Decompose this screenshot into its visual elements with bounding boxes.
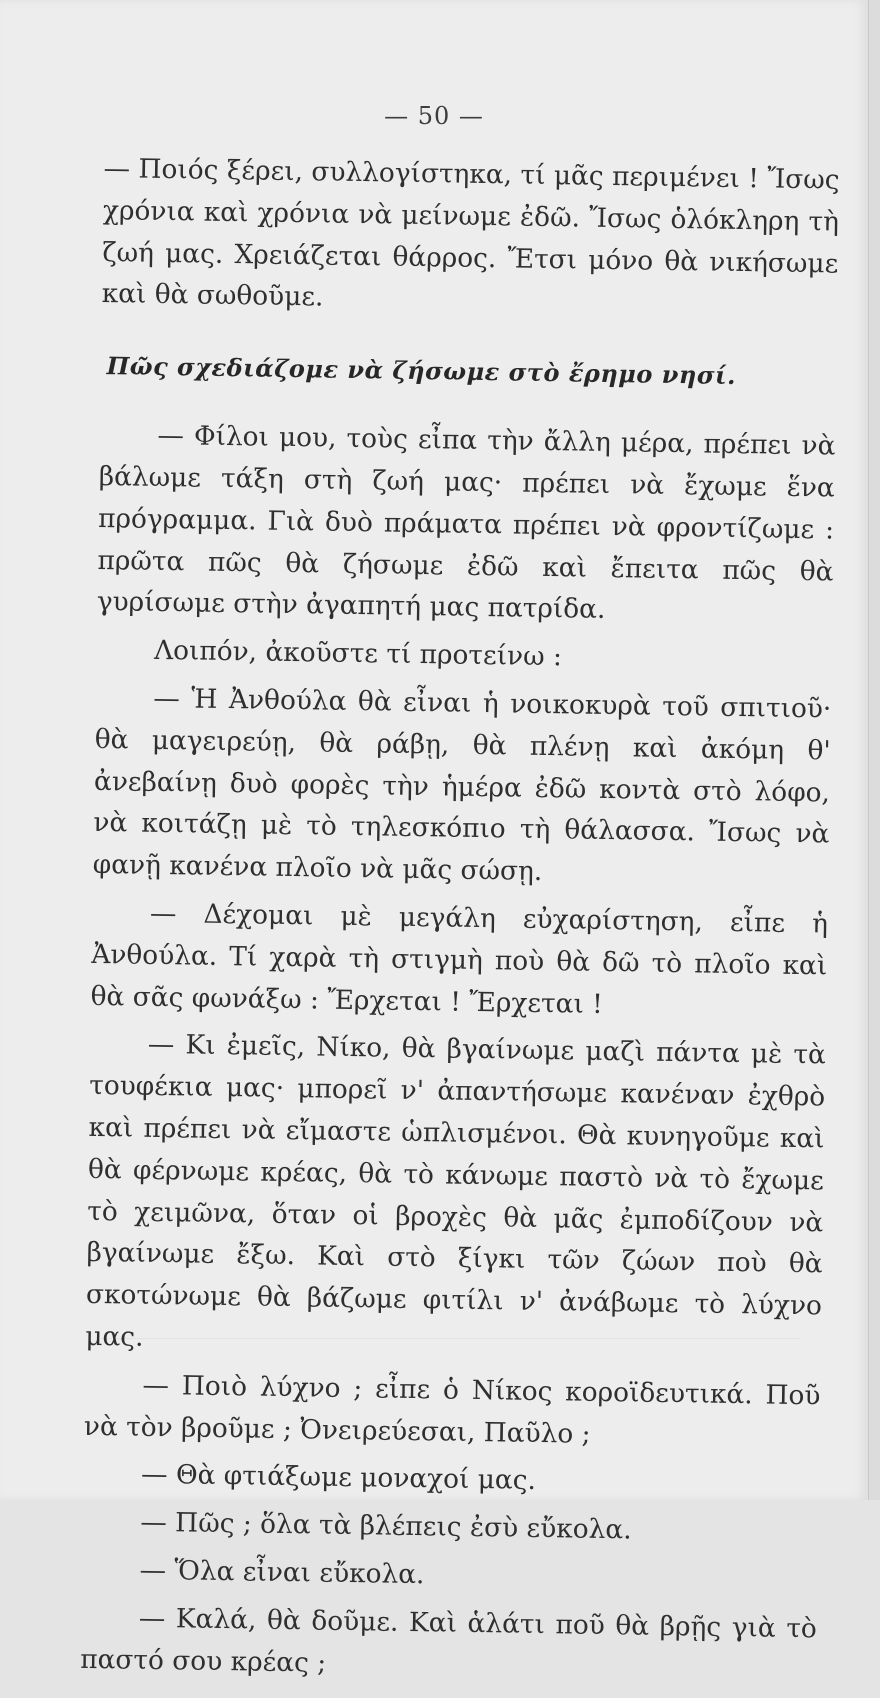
page-number: — 50 —	[384, 102, 484, 130]
paragraph: — Θὰ φτιάξωμε μοναχοί μας.	[140, 1459, 537, 1497]
paragraph: — Κι ἐμεῖς, Νίκο, θὰ βγαίνωμε μαζὶ πάντα μὲ τὰ τουφέκια μας· μπορεῖ ν' ἀπαντήσωμε κανέναν ἐχθρὸ καὶ πρέπει νὰ εἴμαστε ὡπλισμένοι. Θὰ κυνηγοῦμε καὶ θὰ φέρνωμε κρέας, θὰ τὸ κάνωμε παστὸ νὰ τὸ ἔχωμε τὸ χειμῶνα, ὅταν οἱ βροχὲς θὰ μᾶς ἐμποδίζουν νὰ βγαίνωμε ἔξω. Καὶ στὸ ξίγκι τῶν ζώων ποὺ θὰ σκοτώνωμε θὰ βάζωμε φιτίλι ν' ἀνάβωμε τὸ λύχνο μας.	[85, 1029, 827, 1353]
paragraph: — Δέχομαι μὲ μεγάλη εὐχαρίστηση, εἶπε ἡ Ἀνθούλα. Τί χαρὰ τὴ στιγμὴ ποὺ θὰ δῶ τὸ πλοῖο καὶ θὰ σᾶς φωνάξω : Ἔρχεται ! Ἔρχεται !	[90, 897, 829, 1020]
bleed-through-shadow	[100, 1338, 800, 1339]
paragraph: — Καλά, θὰ δοῦμε. Καὶ ἁλάτι ποῦ θὰ βρῇς γιὰ τὸ παστό σου κρέας ;	[80, 1602, 818, 1679]
paragraph: Λοιπόν, ἀκοῦστε τί προτείνω :	[153, 635, 563, 673]
paragraph-intro: — Ποιός ξέρει, συλλογίστηκα, τί μᾶς περιμένει ! Ἴσως χρόνια καὶ χρόνια νὰ μείνωμε ἐδῶ. Ἴσως ὁλόκληρη τὴ ζωή μας. Χρειάζεται θάρρος. Ἔτσι μόνο θὰ νικήσωμε καὶ θὰ σωθοῦμε.	[101, 152, 840, 313]
paragraph: — Ὅλα εἶναι εὔκολα.	[139, 1554, 425, 1591]
page-text-block	[80, 148, 840, 1698]
paragraph: — Φίλοι μου, τοὺς εἶπα τὴν ἄλλη μέρα, πρέπει νὰ βάλωμε τάξη στὴ ζωή μας· πρέπει νὰ ἔχωμε ἕνα πρόγραμμα. Γιὰ δυὸ πράματα πρέπει νὰ φροντίζωμε : πρῶτα πῶς θὰ ζήσωμε ἐδῶ καὶ ἔπειτα πῶς θὰ γυρίσωμε στὴν ἀγαπητή μας πατρίδα.	[96, 420, 836, 626]
page-edge	[868, 0, 880, 1500]
section-heading: Πῶς σχεδιάζομε νὰ ζήσωμε στὸ ἔρημο νησί.	[106, 351, 737, 391]
paragraph: — Ποιὸ λύχνο ; εἶπε ὁ Νίκος κοροϊδευτικά. Ποῦ νὰ τὸν βροῦμε ; Ὀνειρεύεσαι, Παῦλο ;	[83, 1369, 821, 1450]
paragraph: — Ἡ Ἀνθούλα θὰ εἶναι ἡ νοικοκυρὰ τοῦ σπιτιοῦ· θὰ μαγειρεύῃ, θὰ ράβῃ, θὰ πλένῃ καὶ ἀκόμη θ' ἀνεβαίνῃ δυὸ φορὲς τὴν ἡμέρα ἐδῶ κοντὰ στὸ λόφο, νὰ κοιτάζῃ μὲ τὸ τηλεσκόπιο τὴ θάλασσα. Ἴσως νὰ φανῇ κανένα πλοῖο νὰ μᾶς σώσῃ.	[92, 682, 832, 888]
paragraph: — Πῶς ; ὅλα τὰ βλέπεις ἐσὺ εὔκολα.	[140, 1506, 632, 1546]
